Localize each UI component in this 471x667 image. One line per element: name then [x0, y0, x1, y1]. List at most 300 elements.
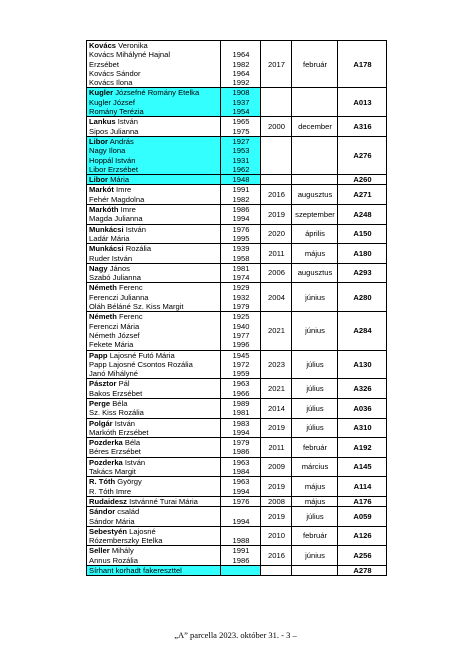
given-name: Sírhant korhadt fakereszttel — [89, 566, 182, 576]
year-value: 1994 — [232, 516, 250, 526]
plot-code-cell: A114 — [338, 477, 387, 497]
year-value: 1925 — [232, 312, 250, 322]
grave-register-table — [86, 40, 387, 576]
burial-year-cell: 2016 — [261, 546, 292, 566]
year-value: 1979 — [232, 438, 250, 448]
burial-year-cell: 2009 — [261, 457, 292, 477]
surname: Seller — [89, 546, 110, 556]
burial-month-cell: február — [292, 526, 338, 546]
year-value: 1984 — [232, 467, 250, 477]
burial-month-cell — [292, 175, 338, 185]
table-row — [87, 379, 387, 399]
year-value: 1931 — [232, 155, 250, 165]
plot-code-cell: A176 — [338, 496, 387, 506]
given-name: Janó Mihályné — [89, 369, 138, 379]
given-name: Nagy Ilona — [89, 146, 126, 156]
names-cell — [87, 566, 221, 576]
year-value: 1954 — [232, 107, 250, 117]
year-value: 1948 — [232, 175, 250, 185]
name-line — [89, 389, 219, 398]
year-value: 1962 — [232, 164, 250, 174]
given-name: Pál — [118, 379, 130, 389]
name-line — [89, 195, 219, 204]
name-line — [89, 146, 219, 155]
names-cell — [87, 477, 221, 497]
table-row — [87, 398, 387, 418]
names-cell — [87, 398, 221, 418]
grave-register-body — [87, 41, 387, 576]
years-cell — [221, 312, 261, 350]
burial-year-cell: 2006 — [261, 263, 292, 283]
plot-code-cell: A036 — [338, 398, 387, 418]
name-line — [89, 283, 219, 292]
names-cell — [87, 136, 221, 174]
given-name: Annus Rozália — [89, 555, 138, 565]
surname: Papp — [89, 350, 108, 360]
year-value: 1929 — [232, 283, 250, 293]
table-row — [87, 136, 387, 174]
plot-code-cell: A192 — [338, 438, 387, 458]
name-line — [89, 438, 219, 447]
given-name: Ferenc — [118, 283, 143, 293]
given-name: András — [109, 136, 134, 146]
given-name: Ladár Mária — [89, 233, 130, 243]
burial-month-cell: július — [292, 418, 338, 438]
surname: Pozderka — [89, 438, 123, 448]
plot-code-cell: A293 — [338, 263, 387, 283]
plot-code-cell: A248 — [338, 205, 387, 225]
burial-month-cell: május — [292, 496, 338, 506]
given-name: Takács Margit — [89, 467, 136, 477]
year-value: 1976 — [232, 224, 250, 234]
name-line — [89, 60, 219, 69]
name-line — [89, 156, 219, 165]
year-value — [223, 507, 259, 516]
burial-year-cell: 2017 — [261, 41, 292, 88]
given-name: Bakos Erzsébet — [89, 388, 143, 398]
surname: Perge — [89, 398, 111, 408]
year-value: 1989 — [232, 398, 250, 408]
name-line — [89, 69, 219, 78]
table-row — [87, 312, 387, 350]
table-row — [87, 507, 387, 527]
plot-code-cell: A271 — [338, 185, 387, 205]
burial-month-cell: február — [292, 41, 338, 88]
names-cell — [87, 350, 221, 379]
names-cell — [87, 507, 221, 527]
surname: Pozderka — [89, 457, 123, 467]
given-name: Markóth Erzsébet — [89, 427, 149, 437]
surname: Pásztor — [89, 379, 117, 389]
years-cell — [221, 283, 261, 312]
burial-year-cell — [261, 136, 292, 174]
burial-year-cell: 2008 — [261, 496, 292, 506]
given-name: R. Tóth Imre — [89, 486, 132, 496]
given-name: Sándor Mária — [89, 516, 135, 526]
burial-month-cell: április — [292, 224, 338, 244]
plot-code-cell: A280 — [338, 283, 387, 312]
burial-month-cell: július — [292, 507, 338, 527]
burial-month-cell: június — [292, 312, 338, 350]
plot-code-cell: A130 — [338, 350, 387, 379]
year-value: 1963 — [232, 457, 250, 467]
year-value: 1995 — [232, 233, 250, 243]
year-value: 1991 — [232, 546, 250, 556]
years-cell — [221, 457, 261, 477]
table-row — [87, 457, 387, 477]
name-line — [89, 214, 219, 223]
name-line — [89, 556, 219, 565]
name-line — [89, 302, 219, 311]
year-value: 1964 — [232, 50, 250, 60]
table-row — [87, 566, 387, 576]
years-cell — [221, 526, 261, 546]
names-cell — [87, 496, 221, 506]
name-line — [89, 264, 219, 273]
year-value: 1927 — [232, 136, 250, 146]
years-cell — [221, 546, 261, 566]
given-name: Fekete Mária — [89, 340, 134, 350]
names-cell — [87, 41, 221, 88]
name-line — [89, 185, 219, 194]
names-cell — [87, 175, 221, 185]
year-value: 1963 — [232, 477, 250, 487]
year-value — [223, 41, 259, 50]
burial-year-cell: 2010 — [261, 526, 292, 546]
plot-code-cell: A178 — [338, 41, 387, 88]
name-line — [89, 419, 219, 428]
names-cell — [87, 185, 221, 205]
name-line — [89, 254, 219, 263]
name-line — [89, 507, 219, 516]
name-line — [89, 225, 219, 234]
year-value: 1986 — [232, 555, 250, 565]
plot-code-cell: A326 — [338, 379, 387, 399]
given-name: Mihály — [111, 546, 134, 556]
name-line — [89, 399, 219, 408]
given-name: Lajosné — [129, 526, 156, 536]
name-line — [89, 497, 219, 506]
years-cell — [221, 418, 261, 438]
year-value: 1996 — [232, 340, 250, 350]
surname: Kovács — [89, 41, 117, 50]
year-value: 1994 — [232, 427, 250, 437]
burial-year-cell: 2019 — [261, 507, 292, 527]
burial-month-cell: augusztus — [292, 185, 338, 205]
surname: Polgár — [89, 418, 113, 428]
name-line — [89, 340, 219, 349]
name-line — [89, 546, 219, 555]
plot-code-cell: A284 — [338, 312, 387, 350]
given-name: Erzsébet — [89, 59, 119, 69]
year-value: 1994 — [232, 214, 250, 224]
name-line — [89, 322, 219, 331]
name-line — [89, 487, 219, 496]
names-cell — [87, 205, 221, 225]
name-line — [89, 360, 219, 369]
given-name: Kugler József — [89, 97, 136, 107]
years-cell — [221, 350, 261, 379]
given-name: Kovács Ilona — [89, 78, 133, 88]
given-name: Rozália — [125, 244, 152, 254]
burial-year-cell: 2011 — [261, 244, 292, 264]
year-value: 1975 — [232, 126, 250, 136]
names-cell — [87, 88, 221, 117]
year-value: 1982 — [232, 59, 250, 69]
given-name: Ruder István — [89, 253, 133, 263]
plot-code-cell: A316 — [338, 117, 387, 137]
name-line — [89, 273, 219, 282]
table-row — [87, 41, 387, 88]
given-name: György — [117, 477, 142, 487]
burial-year-cell: 2019 — [261, 477, 292, 497]
year-value: 1963 — [232, 379, 250, 389]
year-value: 1982 — [232, 194, 250, 204]
given-name: Veronika — [118, 41, 148, 50]
table-row — [87, 88, 387, 117]
table-row — [87, 263, 387, 283]
years-cell — [221, 244, 261, 264]
year-value — [223, 566, 259, 575]
surname: R. Tóth — [89, 477, 116, 487]
name-line — [89, 175, 219, 184]
years-cell — [221, 477, 261, 497]
plot-code-cell: A310 — [338, 418, 387, 438]
year-value: 1964 — [232, 68, 250, 78]
year-value: 1991 — [232, 185, 250, 195]
burial-year-cell: 2019 — [261, 418, 292, 438]
name-line — [89, 477, 219, 486]
name-line — [89, 467, 219, 476]
years-cell — [221, 379, 261, 399]
year-value: 1976 — [232, 496, 250, 506]
burial-month-cell — [292, 566, 338, 576]
years-cell — [221, 88, 261, 117]
year-value: 1945 — [232, 350, 250, 360]
given-name: János — [109, 263, 130, 273]
table-row — [87, 350, 387, 379]
surname: Libor — [89, 136, 108, 146]
given-name: Józsefné Romány Etelka — [115, 88, 200, 98]
name-line — [89, 88, 219, 97]
name-line — [89, 234, 219, 243]
table-row — [87, 477, 387, 497]
years-cell — [221, 438, 261, 458]
name-line — [89, 117, 219, 126]
name-line — [89, 536, 219, 545]
given-name: István — [117, 117, 138, 127]
given-name: Istvánné Turai Mária — [129, 496, 198, 506]
names-cell — [87, 418, 221, 438]
years-cell — [221, 185, 261, 205]
year-value: 1908 — [232, 88, 250, 98]
table-row — [87, 526, 387, 546]
plot-code-cell: A145 — [338, 457, 387, 477]
plot-code-cell: A180 — [338, 244, 387, 264]
burial-month-cell: július — [292, 350, 338, 379]
name-line — [89, 428, 219, 437]
given-name: Sipos Julianna — [89, 126, 139, 136]
given-name: Fehér Magdolna — [89, 194, 145, 204]
given-name: Papp Lajosné Csontos Rozália — [89, 359, 193, 369]
table-row — [87, 244, 387, 264]
surname: Munkácsi — [89, 244, 124, 254]
names-cell — [87, 263, 221, 283]
year-value: 1994 — [232, 486, 250, 496]
year-value: 1981 — [232, 263, 250, 273]
given-name: Imre — [120, 205, 136, 215]
burial-month-cell: augusztus — [292, 263, 338, 283]
given-name: István — [124, 457, 146, 467]
surname: Lankus — [89, 117, 116, 127]
given-name: Béla — [124, 438, 141, 448]
name-line — [89, 312, 219, 321]
given-name: Ferenc — [118, 312, 143, 322]
surname: Rudaidesz — [89, 496, 127, 506]
burial-year-cell: 2016 — [261, 185, 292, 205]
given-name: Ferenczi Mária — [89, 321, 140, 331]
names-cell — [87, 224, 221, 244]
given-name: Libor Erzsébet — [89, 164, 138, 174]
surname: Sándor — [89, 507, 116, 517]
year-value: 1977 — [232, 330, 250, 340]
year-value: 1937 — [232, 97, 250, 107]
burial-year-cell — [261, 566, 292, 576]
burial-month-cell: június — [292, 546, 338, 566]
burial-month-cell: szeptember — [292, 205, 338, 225]
given-name: Kovács Mihályné Hajnal — [89, 50, 171, 60]
table-row — [87, 205, 387, 225]
year-value: 1979 — [232, 302, 250, 312]
names-cell — [87, 438, 221, 458]
names-cell — [87, 117, 221, 137]
years-cell — [221, 507, 261, 527]
surname: Markóth — [89, 205, 119, 215]
name-line — [89, 78, 219, 87]
year-value: 1986 — [232, 447, 250, 457]
burial-month-cell: június — [292, 283, 338, 312]
given-name: Lajosné Futó Mária — [109, 350, 175, 360]
name-line — [89, 127, 219, 136]
burial-year-cell: 2021 — [261, 312, 292, 350]
given-name: Kovács Sándor — [89, 68, 141, 78]
burial-year-cell: 2023 — [261, 350, 292, 379]
surname: Nagy — [89, 263, 108, 273]
names-cell — [87, 379, 221, 399]
given-name: Ferenczi Julianna — [89, 292, 149, 302]
name-line — [89, 458, 219, 467]
years-cell — [221, 136, 261, 174]
burial-month-cell: július — [292, 379, 338, 399]
name-line — [89, 351, 219, 360]
table-row — [87, 418, 387, 438]
years-cell — [221, 175, 261, 185]
given-name: Oláh Béláné Sz. Kiss Margit — [89, 302, 184, 312]
given-name: Mária — [110, 175, 130, 185]
given-name: István — [114, 418, 136, 428]
surname: Munkácsi — [89, 224, 124, 234]
year-value: 1940 — [232, 321, 250, 331]
year-value: 1959 — [232, 369, 250, 379]
table-row — [87, 224, 387, 244]
year-value: 1953 — [232, 146, 250, 156]
burial-month-cell: február — [292, 438, 338, 458]
surname: Sebestyén — [89, 526, 127, 536]
names-cell — [87, 244, 221, 264]
year-value: 1981 — [232, 408, 250, 418]
table-row — [87, 496, 387, 506]
names-cell — [87, 546, 221, 566]
given-name: család — [117, 507, 140, 517]
surname: Libor — [89, 175, 108, 185]
years-cell — [221, 496, 261, 506]
given-name: Sz. Kiss Rozália — [89, 408, 144, 418]
burial-month-cell — [292, 88, 338, 117]
burial-year-cell: 2004 — [261, 283, 292, 312]
given-name: Rózemberszky Etelka — [89, 536, 163, 546]
table-row — [87, 283, 387, 312]
year-value: 1986 — [232, 205, 250, 215]
year-value: 1974 — [232, 273, 250, 283]
year-value: 1966 — [232, 388, 250, 398]
name-line — [89, 50, 219, 59]
year-value: 1939 — [232, 244, 250, 254]
name-line — [89, 331, 219, 340]
burial-year-cell: 2000 — [261, 117, 292, 137]
plot-code-cell: A059 — [338, 507, 387, 527]
surname: Markót — [89, 185, 114, 195]
years-cell — [221, 398, 261, 418]
given-name: Németh József — [89, 330, 140, 340]
years-cell — [221, 263, 261, 283]
surname: Kugler — [89, 88, 114, 98]
table-row — [87, 438, 387, 458]
name-line — [89, 447, 219, 456]
name-line — [89, 107, 219, 116]
burial-month-cell: május — [292, 477, 338, 497]
table-row — [87, 117, 387, 137]
names-cell — [87, 312, 221, 350]
table-row — [87, 175, 387, 185]
given-name: Magda Julianna — [89, 214, 143, 224]
plot-code-cell: A013 — [338, 88, 387, 117]
burial-month-cell — [292, 136, 338, 174]
name-line — [89, 379, 219, 388]
burial-year-cell — [261, 175, 292, 185]
burial-month-cell: május — [292, 244, 338, 264]
table-row — [87, 185, 387, 205]
name-line — [89, 566, 219, 575]
year-value: 1983 — [232, 418, 250, 428]
name-line — [89, 293, 219, 302]
name-line — [89, 205, 219, 214]
given-name: Romány Terézia — [89, 107, 144, 117]
year-value: 1932 — [232, 292, 250, 302]
given-name: Szabó Julianna — [89, 273, 141, 283]
names-cell — [87, 457, 221, 477]
burial-year-cell: 2019 — [261, 205, 292, 225]
name-line — [89, 517, 219, 526]
name-line — [89, 369, 219, 378]
names-cell — [87, 283, 221, 312]
years-cell — [221, 224, 261, 244]
name-line — [89, 527, 219, 536]
surname: Németh — [89, 312, 117, 322]
plot-code-cell: A126 — [338, 526, 387, 546]
year-value: 1958 — [232, 253, 250, 263]
given-name: Hoppál István — [89, 155, 136, 165]
table-row — [87, 546, 387, 566]
